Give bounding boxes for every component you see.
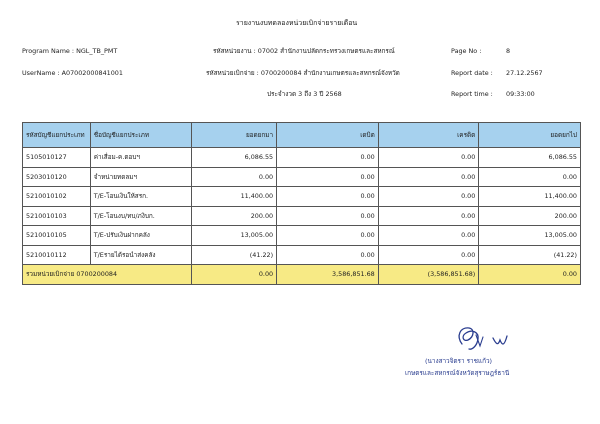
total-credit: (3,586,851.68) (378, 265, 479, 285)
cell-account-name: T/Eรายได้รอนำส่งคลัง (90, 245, 192, 265)
table-row (23, 226, 581, 246)
trial-balance-table (22, 122, 581, 285)
cell-opening-balance: 200.00 (192, 206, 277, 226)
cell-credit: 0.00 (378, 148, 479, 168)
table-row (23, 206, 581, 226)
table-row (23, 187, 581, 207)
page-number-label: Page No : (451, 47, 482, 55)
cell-closing-balance: 13,005.00 (479, 226, 581, 246)
cell-debit: 0.00 (277, 206, 379, 226)
handwritten-signature (448, 322, 528, 356)
cell-opening-balance: 6,086.55 (192, 148, 277, 168)
report-title: รายงานงบทดลองหน่วยเบิกจ่ายรายเดือน (236, 19, 358, 27)
cell-debit: 0.00 (277, 226, 379, 246)
report-time-label: Report time : (451, 90, 493, 98)
table-header-row (23, 123, 581, 148)
report-time-value: 09:33:00 (506, 90, 535, 98)
table-row (23, 245, 581, 265)
page-number-value: 8 (506, 47, 511, 55)
cell-account-code: 5210010112 (23, 245, 91, 265)
cell-closing-balance: (41.22) (479, 245, 581, 265)
cell-opening-balance: 13,005.00 (192, 226, 277, 246)
cell-closing-balance: 6,086.55 (479, 148, 581, 168)
cell-closing-balance: 200.00 (479, 206, 581, 226)
cell-account-name: ค่าเสื่อม-ค.ตอบฯ (90, 148, 192, 168)
total-opening-balance: 0.00 (192, 265, 277, 285)
col-header-opening-balance: ยอดยกมา (192, 123, 277, 148)
cell-account-code: 5105010127 (23, 148, 91, 168)
cell-credit: 0.00 (378, 167, 479, 187)
cell-closing-balance: 11,400.00 (479, 187, 581, 207)
cell-opening-balance: (41.22) (192, 245, 277, 265)
cell-credit: 0.00 (378, 206, 479, 226)
cell-account-name: T/E-โอนเงินให้สรก. (90, 187, 192, 207)
total-closing-balance: 0.00 (479, 265, 581, 285)
total-debit: 3,586,851.68 (277, 265, 379, 285)
signatory-name: (นางสาวจิตรา ราชแก้ว) (425, 357, 493, 365)
col-header-debit: เดบิต (277, 123, 379, 148)
table-row (23, 148, 581, 168)
report-date-value: 27.12.2567 (506, 69, 543, 77)
user-name: UserName : A07002000841001 (22, 69, 123, 77)
col-header-account-code: รหัสบัญชีแยกประเภท (23, 123, 91, 148)
col-header-credit: เครดิต (378, 123, 479, 148)
cell-credit: 0.00 (378, 226, 479, 246)
col-header-account-name: ชื่อบัญชีแยกประเภท (90, 123, 192, 148)
cell-closing-balance: 0.00 (479, 167, 581, 187)
cell-account-code: 5210010103 (23, 206, 91, 226)
cell-account-name: T/E-โอนงบ/ทบ/ภงิบก. (90, 206, 192, 226)
cell-debit: 0.00 (277, 167, 379, 187)
cell-debit: 0.00 (277, 245, 379, 265)
cell-credit: 0.00 (378, 245, 479, 265)
report-period: ประจำงวด 3 ถึง 3 ปี 2568 (267, 90, 342, 98)
col-header-closing-balance: ยอดยกไป (479, 123, 581, 148)
disbursing-unit: รหัสหน่วยเบิกจ่าย : 0700200084 สำนักงานเกษตรและสหกรณ์จังหวัด (206, 69, 400, 77)
cell-opening-balance: 0.00 (192, 167, 277, 187)
table-row (23, 167, 581, 187)
department-code: รหัสหน่วยงาน : 07002 สำนักงานปลัดกระทรวงเกษตรและสหกรณ์ (213, 47, 395, 55)
report-date-label: Report date : (451, 69, 493, 77)
cell-account-name: จำหน่ายทดลมฯ (90, 167, 192, 187)
total-label: รวมหน่วยเบิกจ่าย 0700200084 (23, 265, 192, 285)
program-name: Program Name : NGL_TB_PMT (22, 47, 118, 55)
cell-account-code: 5203010120 (23, 167, 91, 187)
cell-account-code: 5210010102 (23, 187, 91, 207)
cell-opening-balance: 11,400.00 (192, 187, 277, 207)
cell-credit: 0.00 (378, 187, 479, 207)
cell-debit: 0.00 (277, 148, 379, 168)
cell-account-name: T/E-ปรับเงินฝากคลัง (90, 226, 192, 246)
cell-debit: 0.00 (277, 187, 379, 207)
total-row (23, 265, 581, 285)
signatory-position: เกษตรและสหกรณ์จังหวัดสุราษฎร์ธานี (405, 369, 510, 377)
cell-account-code: 5210010105 (23, 226, 91, 246)
